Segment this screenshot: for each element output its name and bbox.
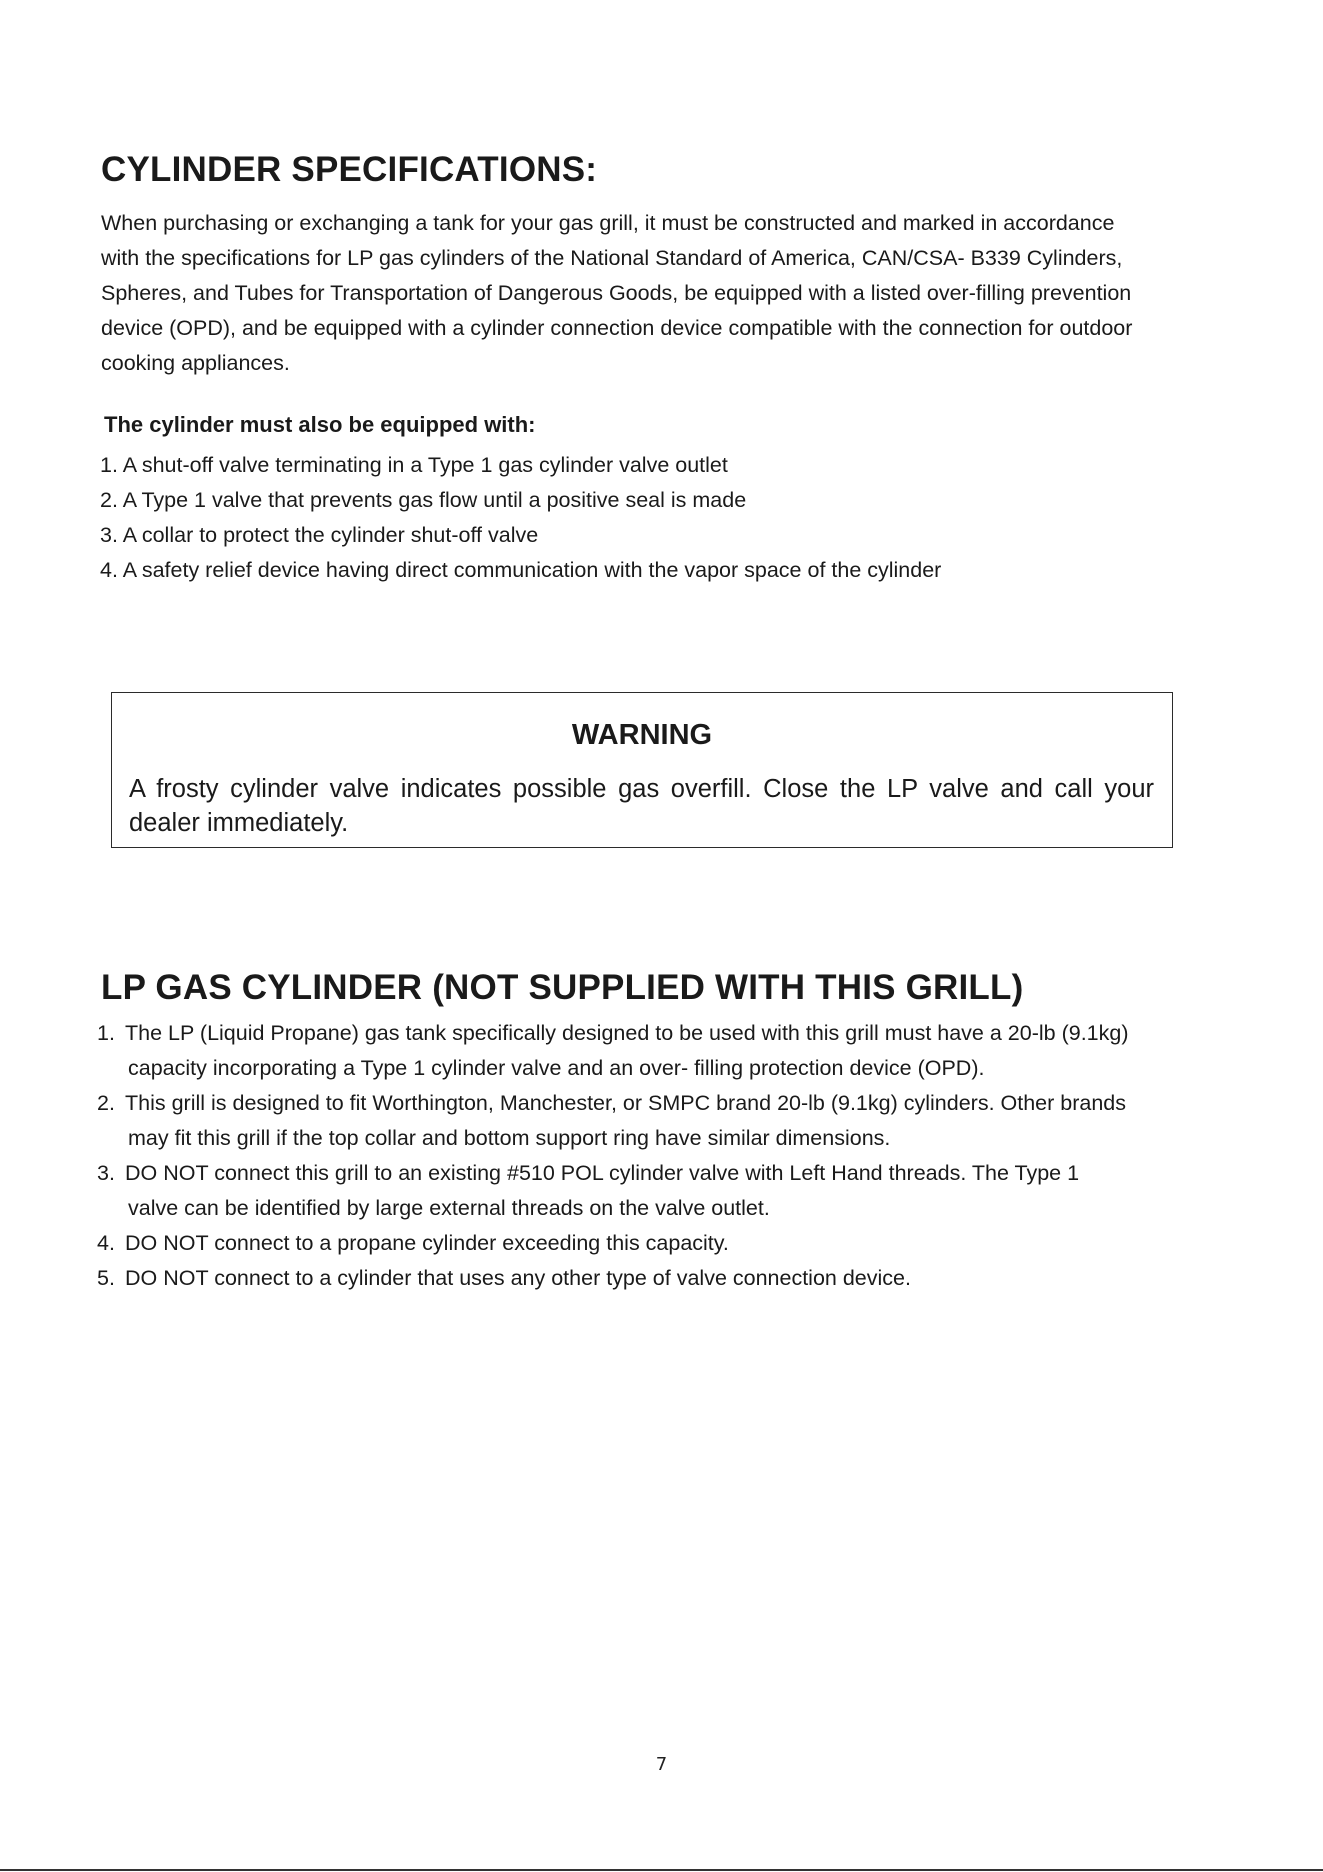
list-item-line: capacity incorporating a Type 1 cylinder valve and an over- filling protection device (OPD). — [128, 1056, 985, 1080]
paragraph-line: device (OPD), and be equipped with a cylinder connection device compatible with the connection for outdoor — [101, 316, 1133, 340]
paragraph-line: with the specifications for LP gas cylinders of the National Standard of America, CAN/CSA- B339 Cylinders, — [101, 246, 1123, 270]
list-item-number: 3. — [97, 1161, 115, 1185]
list-item-line: DO NOT connect to a cylinder that uses any other type of valve connection device. — [125, 1266, 911, 1290]
list-item-number: 1. — [97, 1021, 115, 1045]
list-item: 3. A collar to protect the cylinder shut-off valve — [100, 523, 539, 547]
list-item — [97, 1226, 1129, 1261]
paragraph-line: Spheres, and Tubes for Transportation of Dangerous Goods, be equipped with a listed over-filling prevention — [101, 281, 1132, 305]
list-item — [97, 1261, 1129, 1296]
page-number: 7 — [655, 1754, 668, 1775]
cylinder-specifications-paragraph — [101, 206, 1231, 381]
list-item-line: The LP (Liquid Propane) gas tank specifically designed to be used with this grill must have a 20-lb (9.1kg) — [125, 1021, 1129, 1045]
warning-title: WARNING — [571, 719, 713, 751]
list-item-number: 5. — [97, 1266, 115, 1290]
lp-cylinder-list — [97, 1016, 1129, 1296]
warning-box — [111, 692, 1173, 848]
list-item-line: DO NOT connect to a propane cylinder exceeding this capacity. — [125, 1231, 729, 1255]
cylinder-specifications-title: CYLINDER SPECIFICATIONS: — [101, 150, 598, 189]
equipment-list — [100, 448, 941, 588]
paragraph-line: cooking appliances. — [101, 351, 290, 375]
equipment-heading: The cylinder must also be equipped with: — [104, 412, 536, 437]
warning-text — [129, 772, 1169, 840]
list-item-line: may fit this grill if the top collar and bottom support ring have similar dimensions. — [128, 1126, 891, 1150]
page-bottom-rule — [0, 1869, 1323, 1871]
list-item: 1. A shut-off valve terminating in a Type 1 gas cylinder valve outlet — [100, 453, 728, 477]
paragraph-line: When purchasing or exchanging a tank for your gas grill, it must be constructed and marked in accordance — [101, 211, 1115, 235]
warning-line: dealer immediately. — [129, 809, 349, 837]
list-item — [97, 1016, 1129, 1086]
list-item-line: This grill is designed to fit Worthington, Manchester, or SMPC brand 20-lb (9.1kg) cylinders. Other brands — [125, 1091, 1126, 1115]
list-item — [97, 1086, 1129, 1156]
list-item: 4. A safety relief device having direct communication with the vapor space of the cylinder — [100, 558, 942, 582]
lp-gas-cylinder-title: LP GAS CYLINDER (NOT SUPPLIED WITH THIS GRILL) — [101, 968, 1024, 1007]
warning-line: A frosty cylinder valve indicates possible gas overfill. Close the LP valve and call your — [129, 775, 1154, 803]
list-item — [97, 1156, 1129, 1226]
list-item: 2. A Type 1 valve that prevents gas flow until a positive seal is made — [100, 488, 747, 512]
list-item-line: valve can be identified by large external threads on the valve outlet. — [128, 1196, 770, 1220]
list-item-line: DO NOT connect this grill to an existing #510 POL cylinder valve with Left Hand threads. The Type 1 — [125, 1161, 1080, 1185]
list-item-number: 4. — [97, 1231, 115, 1255]
list-item-number: 2. — [97, 1091, 115, 1115]
